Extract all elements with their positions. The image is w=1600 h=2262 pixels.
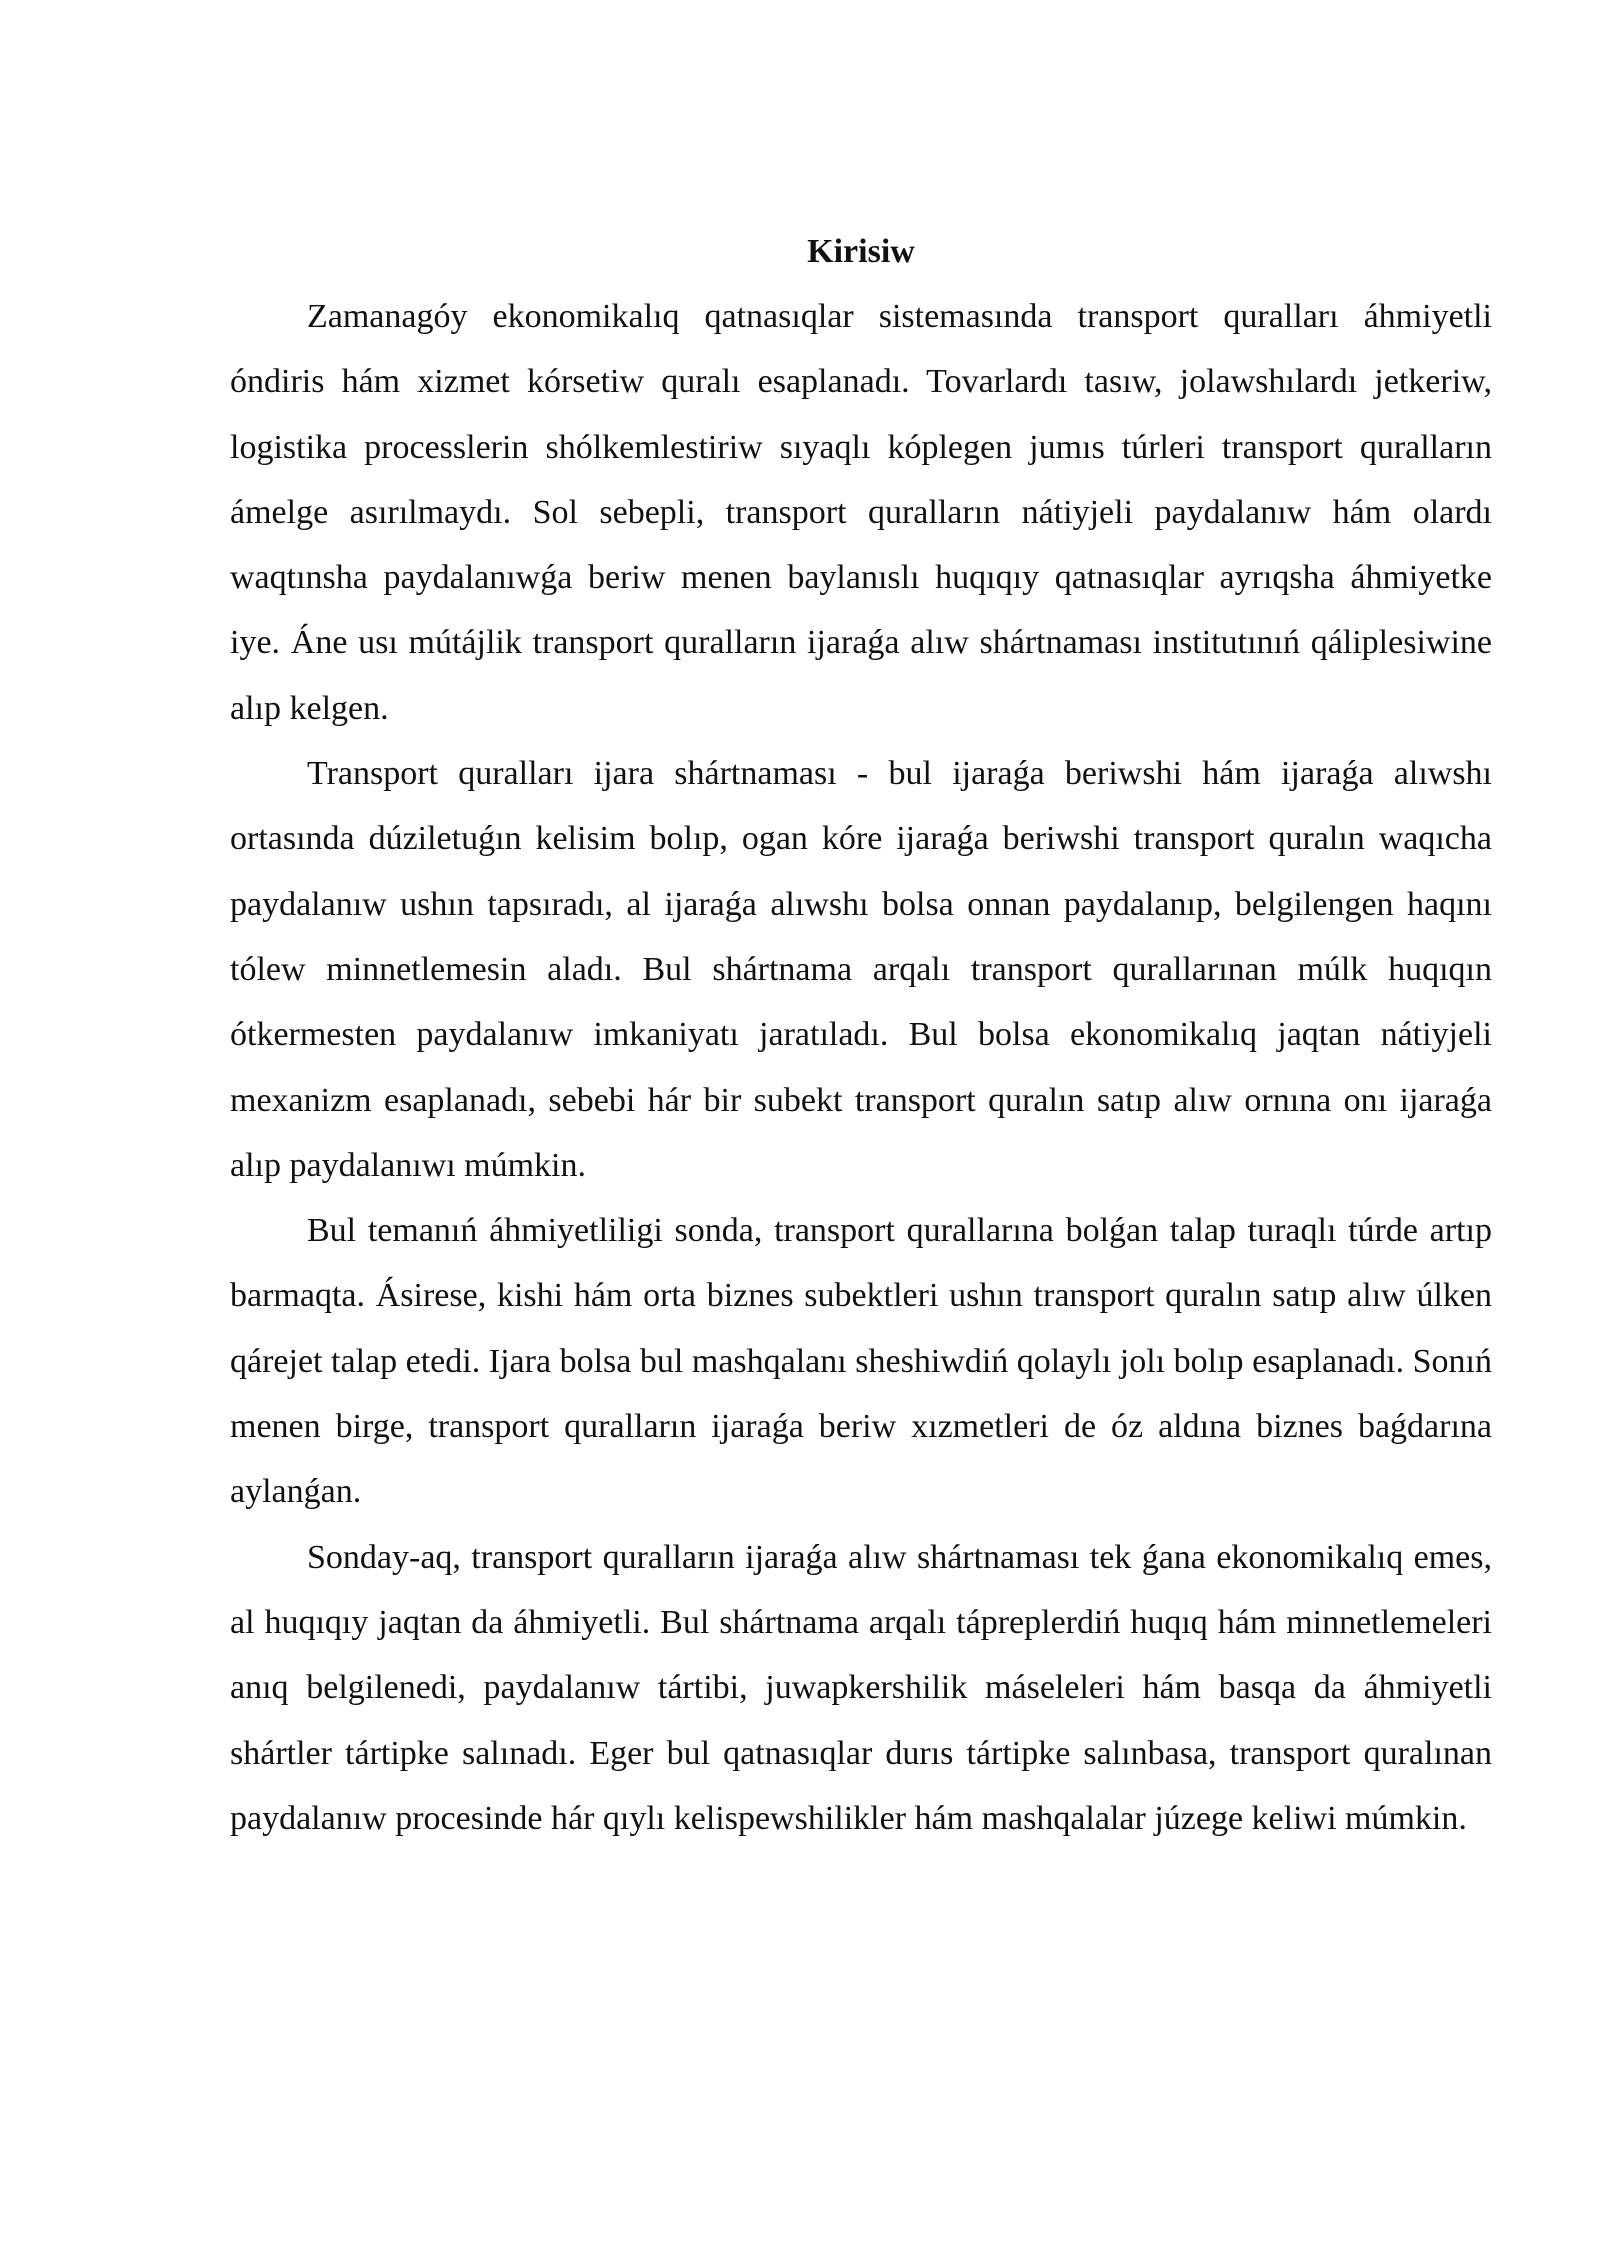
paragraph-2: Transport quralları ijara shártnaması - bul ijaraǵa beriwshi hám ijaraǵa alıwshı ortasında dúziletuǵın kelisim bolıp, ogan kóre ijaraǵa beriwshi transport quralın waqıcha paydalanıw ushın tapsıradı, al ijaraǵa alıwshı bolsa onnan paydalanıp, belgilengen haqını tólew minnetlemesin aladı. Bul shártnama arqalı transport qurallarınan múlk huqıqın ótkermesten paydalanıw imkaniyatı jaratıladı. Bul bolsa ekonomikalıq jaqtan nátiyjeli mexanizm esaplanadı, sebebi hár bir subekt transport quralın satıp alıw ornına onı ijaraǵa alıp paydalanıwı múmkin.: [230, 755, 1492, 1184]
page-title: Kirisiw: [807, 233, 915, 270]
document-body: [230, 220, 1492, 1851]
paragraph-4: Sonday-aq, transport quralların ijaraǵa alıw shártnaması tek ǵana ekonomikalıq emes, al huqıqıy jaqtan da áhmiyetli. Bul shártnama arqalı tápreplerdiń huqıq hám minnetlemeleri anıq belgilenedi, paydalanıw tártibi, juwapkershilik máseleleri hám basqa da áhmiyetli shártler tártipke salınadı. Eger bul qatnasıqlar durıs tártipke salınbasa, transport quralınan paydalanıw procesinde hár qıylı kelispewshilikler hám mashqalalar júzege keliwi múmkin.: [230, 1538, 1492, 1837]
paragraph-1: Zamanagóy ekonomikalıq qatnasıqlar sistemasında transport quralları áhmiyetli óndiris hám xizmet kórsetiw quralı esaplanadı. Tovarlardı tasıw, jolawshılardı jetkeriw, logistika processlerin shólkemlestiriw sıyaqlı kóplegen jumıs túrleri transport quralların ámelge asırılmaydı. Sol sebepli, transport quralların nátiyjeli paydalanıw hám olardı waqtınsha paydalanıwǵa beriw menen baylanıslı huqıqıy qatnasıqlar ayrıqsha áhmiyetke iye. Áne usı mútájlik transport quralların ijaraǵa alıw shártnaması institutınıń qáliplesiwine alıp kelgen.: [230, 298, 1492, 727]
paragraph-3: Bul temanıń áhmiyetliligi sonda, transport qurallarına bolǵan talap turaqlı túrde artıp barmaqta. Ásirese, kishi hám orta biznes subektleri ushın transport quralın satıp alıw úlken qárejet talap etedi. Ijara bolsa bul mashqalanı sheshiwdiń qolaylı jolı bolıp esaplanadı. Sonıń menen birge, transport quralların ijaraǵa beriw xızmetleri de óz aldına biznes baǵdarına aylanǵan.: [230, 1212, 1492, 1511]
